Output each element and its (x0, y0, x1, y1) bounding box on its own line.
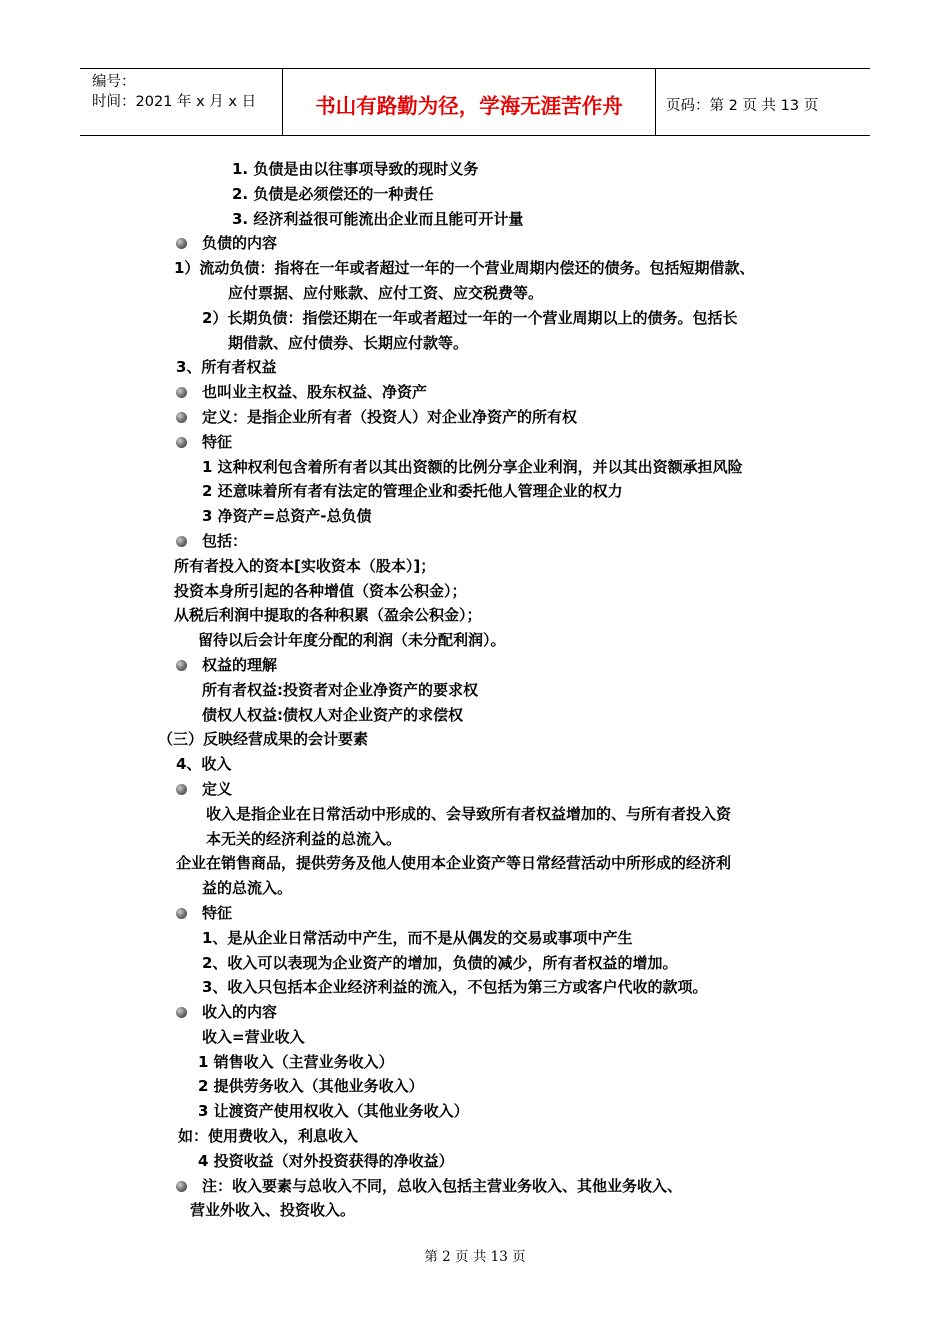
text-line (0, 182, 950, 207)
page-footer (0, 1245, 950, 1265)
line-text: 从税后利润中提取的各种积累（盈余公积金）； (174, 606, 482, 625)
header-meta (80, 69, 282, 135)
bullet-line (0, 901, 950, 926)
line-text: 应付票据、应付账款、应付工资、应交税费等。 (228, 283, 544, 302)
bullet-line (0, 653, 950, 678)
text-line (0, 802, 950, 827)
doc-date-label: 时间：2021 年 x 月 x 日 (92, 94, 257, 110)
text-line (0, 926, 950, 951)
text-line (0, 1198, 950, 1223)
line-text: 1 销售收入（主营业务收入） (198, 1052, 394, 1071)
line-text: 特征 (202, 903, 233, 922)
line-text: 3 让渡资产使用权收入（其他业务收入） (198, 1102, 469, 1121)
line-text: 本无关的经济利益的总流入。 (206, 829, 402, 848)
text-line (0, 281, 950, 306)
line-text: 也叫业主权益、股东权益、净资产 (202, 383, 428, 402)
footer-page-number: 第 2 页 共 13 页 (424, 1249, 526, 1265)
bullet-line (0, 405, 950, 430)
line-text: 投资本身所引起的各种增值（资本公积金）； (174, 581, 467, 600)
document-body (0, 157, 950, 1223)
line-text: 4、收入 (176, 755, 232, 774)
text-line (0, 727, 950, 752)
line-text: 债权人权益:债权人对企业资产的求偿权 (202, 705, 464, 724)
line-text: 3、收入只包括本企业经济利益的流入，不包括为第三方或客户代收的款项。 (202, 978, 708, 997)
text-line (0, 331, 950, 356)
text-line (0, 851, 950, 876)
text-line (0, 951, 950, 976)
line-text: 2 提供劳务收入（其他业务收入） (198, 1077, 424, 1096)
line-text: 权益的理解 (202, 655, 278, 674)
line-text: 包括： (202, 531, 248, 550)
line-text: 3 净资产=总资产-总负债 (202, 507, 372, 526)
bullet-icon (176, 412, 187, 423)
header-page-info (656, 69, 870, 135)
line-text: 定义 (202, 779, 233, 798)
bullet-line (0, 380, 950, 405)
text-line (0, 1074, 950, 1099)
line-text: 期借款、应付债券、长期应付款等。 (228, 333, 469, 352)
text-line (0, 306, 950, 331)
header-motto (282, 69, 656, 135)
bullet-line (0, 1000, 950, 1025)
line-text: 收入是指企业在日常活动中形成的、会导致所有者权益增加的、与所有者投入资 (206, 804, 732, 823)
line-text: 2 还意味着所有者有法定的管理企业和委托他人管理企业的权力 (202, 482, 623, 501)
text-line (0, 1124, 950, 1149)
text-line (0, 703, 950, 728)
line-text: （三）反映经营成果的会计要素 (158, 730, 369, 749)
text-line (0, 876, 950, 901)
line-text: 收入的内容 (202, 1003, 278, 1022)
text-line (0, 603, 950, 628)
bullet-icon (176, 784, 187, 795)
line-text: 1、是从企业日常活动中产生，而不是从偶发的交易或事项中产生 (202, 928, 633, 947)
line-text: 1. 负债是由以往事项导致的现时义务 (232, 160, 479, 178)
line-text: 如：使用费收入，利息收入 (178, 1127, 359, 1146)
text-line (0, 504, 950, 529)
bullet-icon (176, 908, 187, 919)
text-line (0, 579, 950, 604)
bullet-icon (176, 1181, 187, 1192)
text-line (0, 554, 950, 579)
text-line (0, 256, 950, 281)
line-text: 1 这种权利包含着所有者以其出资额的比例分享企业利润，并以其出资额承担风险 (202, 457, 743, 476)
text-line (0, 207, 950, 232)
line-text: 特征 (202, 432, 233, 451)
line-text: 1）流动负债：指将在一年或者超过一年的一个营业周期内偿还的债务。包括短期借款、 (174, 259, 755, 278)
text-line (0, 827, 950, 852)
line-text: 所有者权益:投资者对企业净资产的要求权 (202, 680, 479, 699)
text-line (0, 1050, 950, 1075)
motto-text: 书山有路勤为径，学海无涯苦作舟 (315, 94, 623, 118)
line-text: 所有者投入的资本[实收资本（股本）]； (174, 556, 436, 575)
bullet-icon (176, 238, 187, 249)
text-line (0, 455, 950, 480)
bullet-line (0, 777, 950, 802)
text-line (0, 1025, 950, 1050)
text-line (0, 479, 950, 504)
line-text: 留待以后会计年度分配的利润（未分配利润）。 (198, 631, 506, 650)
line-text: 4 投资收益（对外投资获得的净收益） (198, 1151, 454, 1170)
bullet-line (0, 1174, 950, 1199)
line-text: 益的总流入。 (202, 879, 293, 898)
text-line (0, 1099, 950, 1124)
line-text: 3、所有者权益 (176, 358, 277, 377)
bullet-icon (176, 536, 187, 547)
doc-code-label: 编号： (92, 74, 136, 90)
line-text: 营业外收入、投资收入。 (190, 1201, 356, 1220)
line-text: 2、收入可以表现为企业资产的增加，负债的减少，所有者权益的增加。 (202, 953, 678, 972)
line-text: 2. 负债是必须偿还的一种责任 (232, 184, 434, 203)
bullet-line (0, 529, 950, 554)
line-text: 定义：是指企业所有者（投资人）对企业净资产的所有权 (202, 407, 578, 426)
bullet-line (0, 430, 950, 455)
page-info-text: 页码：第 2 页 共 13 页 (666, 97, 819, 114)
bullet-icon (176, 387, 187, 398)
bullet-icon (176, 1007, 187, 1018)
line-text: 收入=营业收入 (202, 1027, 305, 1046)
text-line (0, 752, 950, 777)
text-line (0, 157, 950, 182)
line-text: 注：收入要素与总收入不同，总收入包括主营业务收入、其他业务收入、 (202, 1176, 683, 1195)
bullet-icon (176, 437, 187, 448)
page-header (80, 68, 870, 136)
bullet-icon (176, 660, 187, 671)
text-line (0, 1149, 950, 1174)
text-line (0, 975, 950, 1000)
line-text: 3. 经济利益很可能流出企业而且能可开计量 (232, 209, 524, 228)
line-text: 负债的内容 (202, 234, 278, 253)
line-text: 企业在销售商品，提供劳务及他人使用本企业资产等日常经营活动中所形成的经济利 (176, 854, 732, 873)
text-line (0, 628, 950, 653)
text-line (0, 678, 950, 703)
bullet-line (0, 231, 950, 256)
line-text: 2）长期负债：指偿还期在一年或者超过一年的一个营业周期以上的债务。包括长 (202, 308, 738, 327)
text-line (0, 355, 950, 380)
